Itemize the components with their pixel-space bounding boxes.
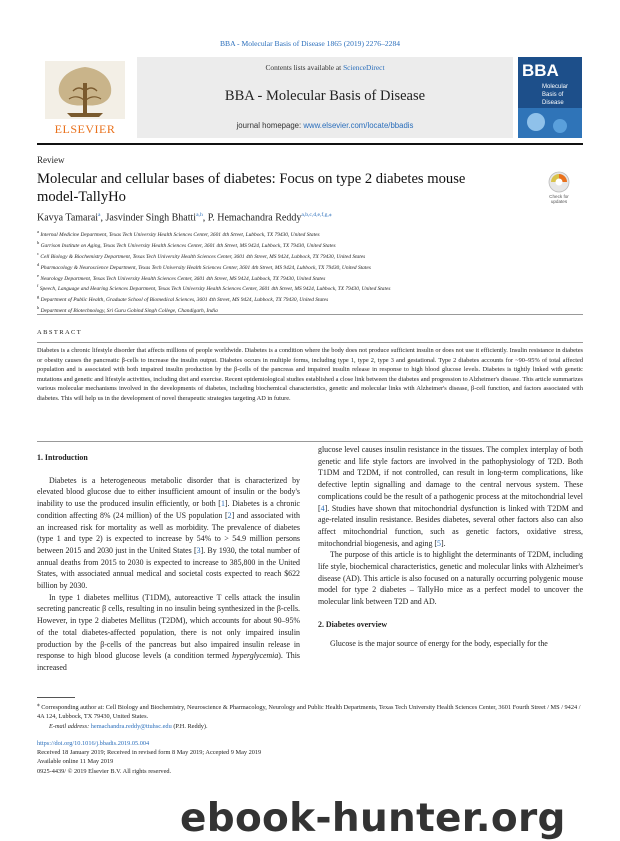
homepage-prefix: journal homepage:: [236, 121, 304, 130]
text-run: glucose level causes insulin resistance in the tissues. The complex interplay of both genetic and life style factors are involved in the pathophysiology of T2D. Both T1DM and T2DM, if not controlled, can result in long-term complications, like defective leptin signalling and damage to the central nervous system. These complications could be the result of a pathogenic process at the mitochondrial level [: [318, 445, 583, 513]
citation-link[interactable]: 1: [220, 499, 225, 509]
affiliation-text: Department of Biotechnology, Sri Guru Gobind Singh College, Chandigarh, India: [40, 308, 218, 315]
elsevier-wordmark: ELSEVIER: [54, 122, 116, 136]
sciencedirect-link[interactable]: ScienceDirect: [343, 63, 385, 72]
text-run: ]. Diabetes is a chronic condition affecting 8% (24 million) of the US population [: [37, 499, 300, 520]
article-type: Review: [37, 155, 65, 165]
cover-subtitle-2: Basis of: [542, 92, 564, 98]
section-heading: 2. Diabetes overview: [318, 619, 388, 629]
text-run: ). This increased: [37, 651, 300, 672]
journal-homepage: [137, 121, 513, 130]
affiliation-marker: d: [37, 261, 40, 267]
citation-link[interactable]: 2: [227, 510, 232, 520]
affiliation-marker: f: [37, 283, 39, 289]
cover-subtitle-3: Disease: [542, 100, 564, 106]
journal-header: [37, 57, 583, 138]
affiliation-text: Internal Medicine Department, Texas Tech University Health Sciences Center, 3601 4th Street, Lubbock, TX 79430, United States: [40, 231, 320, 238]
article-history: [37, 739, 583, 776]
check-for-updates-badge[interactable]: [535, 171, 583, 205]
affiliation-item: [37, 239, 583, 250]
author-name[interactable]: Kavya Tamarai: [37, 212, 99, 224]
affiliation-text: Cell Biology & Biochemistry Department, Texas Tech University Health Sciences Center, 3601 4th Street, MS 9424, Lubbock, TX 79430, United States: [40, 253, 366, 260]
affiliation-item: [37, 228, 583, 239]
contents-prefix: Contents lists available at: [265, 63, 344, 72]
affiliation-text: Department of Public Health, Graduate School of Biomedical Sciences, 3601 4th Street, MS 9424, Lubbock, TX 79430, United States: [40, 297, 329, 304]
affiliation-marker: a: [37, 229, 39, 234]
abstract-end-rule: [37, 441, 583, 442]
abstract-text: Diabetes is a chronic lifestyle disorder that affects millions of people worldwide. Diabetes is a condition where the body does not produce sufficient insulin or does not use it efficiently. Insulin resistance in diabetes or obesity causes the pancreatic β-cells to increase the insulin output. Diabetes occurs in multiple forms, including type 1, type 2, type 3 and gestational. Type 2 diabetes accounts for ~90–95% of total affected population and is associated with both impaired insulin production by the β-cells of the pancreas and impaired insulin release in response to high blood glucose levels. Diabetes is tightly linked with genetic mutations and genetic and lifestyle activities, including diet and exercise. Recent epidemiological studies established a close link between the diabetes and progression to Alzheimer's disease. This article summarizes various molecular mechanisms involved in the developments of diabetes, including biochemical characteristics, genetic and molecular links with Alzheimer's disease, β-cell function, and factors associated with diabetes. This will help us in the development of novel therapeutic strategies targeting AD in future.: [37, 347, 583, 402]
abstract-heading: ABSTRACT: [37, 329, 83, 336]
elsevier-logo[interactable]: [37, 57, 133, 138]
author-affil-marker[interactable]: a,h: [196, 212, 203, 218]
affiliation-item: [37, 261, 583, 272]
affiliation-marker: c: [37, 250, 39, 256]
cover-art-icon: [518, 108, 582, 138]
footnote-text: Corresponding author at: Cell Biology and Biochemistry, Neuroscience & Pharmacology, Neurology and Public Health Departments, Texas Tech University Health Sciences Center, 3601 Fourth Street / MS / 9424 / 4A 124, Lubbock, TX 79430, United States.: [37, 704, 581, 721]
affiliation-marker: h: [37, 305, 40, 311]
email-label: E-mail address:: [49, 722, 90, 730]
corresponding-footnote: [37, 701, 583, 731]
doi-link[interactable]: https://doi.org/10.1016/j.bbadis.2019.05.004: [37, 740, 150, 747]
body-paragraph: The purpose of this article is to highlight the determinants of T2DM, including life style, biochemical characteristics, genetic and molecular links with Alzheimer's disease (AD). This article is also focused on a naturally occurring polygenic mouse model for type 2 diabetes – TallyHo mice as a perfect model to uncover the molecular link between T2D and AD.: [318, 550, 583, 607]
text-run: ]. By 1930, the total number of annual deaths from 2015 to 2030 is expected to increase to 385,800 in the United States, with associated annual medical and societal costs expected to reach $622 billion by 2030.: [37, 545, 300, 591]
affiliation-text: Neurology Department, Texas Tech University Health Sciences Center, 3601 4th Street, MS 9424, Lubbock, TX 79430, United States: [40, 275, 326, 282]
abstract-rule: [37, 342, 583, 343]
affiliation-item: [37, 293, 583, 304]
watermark-text: ebook-hunter.org: [180, 796, 566, 841]
check-updates-icon: [548, 171, 570, 193]
body-paragraph: [37, 475, 300, 592]
journal-info-panel: [137, 57, 513, 138]
text-run: In type 1 diabetes mellitus (T1DM), autoreactive T cells attack the insulin secreting pancreatic β cells, resulting in no insulin being synthesized in the β-cells. However, in type 2 diabetes Mellitus (T2DM), which accounts for about 90–95% of the total diabetes-affected population, there is not only impaired insulin production by the β-cells of the pancreas but also impaired insulin release in response to high blood glucose levels (a condition termed: [37, 592, 300, 661]
author-name[interactable]: Jasvinder Singh Bhatti: [105, 212, 197, 224]
citation-link[interactable]: 5: [437, 538, 441, 548]
email-suffix: (P.H. Reddy).: [173, 722, 208, 730]
affiliation-item: [37, 282, 583, 293]
affiliation-item: [37, 272, 583, 283]
emphasis-term: hyperglycemia: [232, 651, 279, 661]
body-paragraph: [37, 592, 300, 674]
journal-cover-image[interactable]: [518, 57, 582, 138]
text-run: ].: [440, 538, 446, 548]
email-link[interactable]: hemachandra.reddy@ttuhsc.edu: [90, 722, 172, 730]
affiliation-marker: g: [37, 294, 40, 300]
available-online: Available online 11 May 2019: [37, 758, 114, 766]
affiliation-marker: e: [37, 272, 39, 278]
text-run: ] and associated with an increased risk for mortality as well as morbidity. The prevalence of diabetes (type 1 and type 2) is expected to increase by 54% to > 54.9 million persons between 2015 and 2030 just in the United States [: [37, 510, 300, 555]
copyright: 0925-4439/ © 2019 Elsevier B.V. All rights reserved.: [37, 767, 172, 775]
header-rule: [37, 143, 583, 145]
body-paragraph: [318, 444, 583, 549]
affiliations: [37, 228, 583, 315]
article-title: Molecular and cellular bases of diabetes: Focus on type 2 diabetes mouse model-TallyHo: [37, 171, 466, 205]
homepage-link[interactable]: www.elsevier.com/locate/bbadis: [303, 121, 414, 130]
affiliations-rule: [37, 314, 583, 315]
cover-title: BBA: [522, 61, 559, 80]
section-heading: 1. Introduction: [37, 453, 88, 462]
contents-line: [137, 63, 513, 72]
affiliation-marker: b: [37, 239, 40, 245]
author-name[interactable]: P. Hemachandra Reddy: [207, 212, 302, 224]
affiliation-text: Pharmacology & Neuroscience Department, Texas Tech University Health Sciences Center, 3601 4th Street, MS 9424, Lubbock, TX 79430, United States: [40, 264, 371, 271]
affiliation-text: Speech, Language and Hearing Sciences Department, Texas Tech University Health Sciences Center, 3601 4th Street, MS 9424, Lubbock, TX 79430, United States: [39, 286, 391, 293]
affiliation-text: Garrison Institute on Aging, Texas Tech University Health Sciences Center, 3601 4th Street, MS 9424, Lubbock, TX 79430, United States: [40, 242, 336, 249]
cover-subtitle-1: Molecular: [542, 84, 569, 90]
author-list: Kavya Tamarai$^a$, Jasvinder Singh Bhatti$^{a,h}$, P. Hemachandra Reddy$^{a,b,c,d,e,f,g,⁎}$: [37, 212, 332, 224]
text-run: Diabetes is a heterogeneous metabolic disorder that is characterized by elevated blood glucose due to either insufficient amount of insulin or the body's inability to use the produced insulin efficiently, or both [: [37, 475, 300, 509]
body-paragraph: Glucose is the major source of energy for the body, especially for the: [330, 638, 548, 648]
text-run: ]. Studies have shown that mitochondrial dysfunction is linked with T2DM and age-related insulin resistance. Besides diabetes, several other factors also can also affect mitochondrial function, such as genetic factors, oxidative stress, mitochondrial biogenesis, and aging [: [318, 503, 583, 548]
footnote-marker: ⁎: [37, 702, 40, 708]
received-dates: Received 18 January 2019; Received in revised form 8 May 2019; Accepted 9 May 2019: [37, 749, 262, 757]
author-affil-marker[interactable]: a,b,c,d,e,f,g,⁎: [301, 212, 332, 218]
journal-title: BBA - Molecular Basis of Disease: [224, 88, 426, 104]
affiliation-item: [37, 250, 583, 261]
body-left-column: [37, 452, 300, 674]
body-right-column: [318, 444, 583, 649]
footnote-rule: [37, 697, 75, 698]
author-affil-marker[interactable]: a: [98, 212, 101, 218]
citation-link[interactable]: 3: [196, 545, 201, 555]
running-header[interactable]: BBA - Molecular Basis of Disease 1865 (2019) 2276–2284: [219, 39, 401, 48]
check-updates-label: Check for updates: [549, 194, 569, 205]
citation-link[interactable]: 4: [320, 503, 325, 513]
